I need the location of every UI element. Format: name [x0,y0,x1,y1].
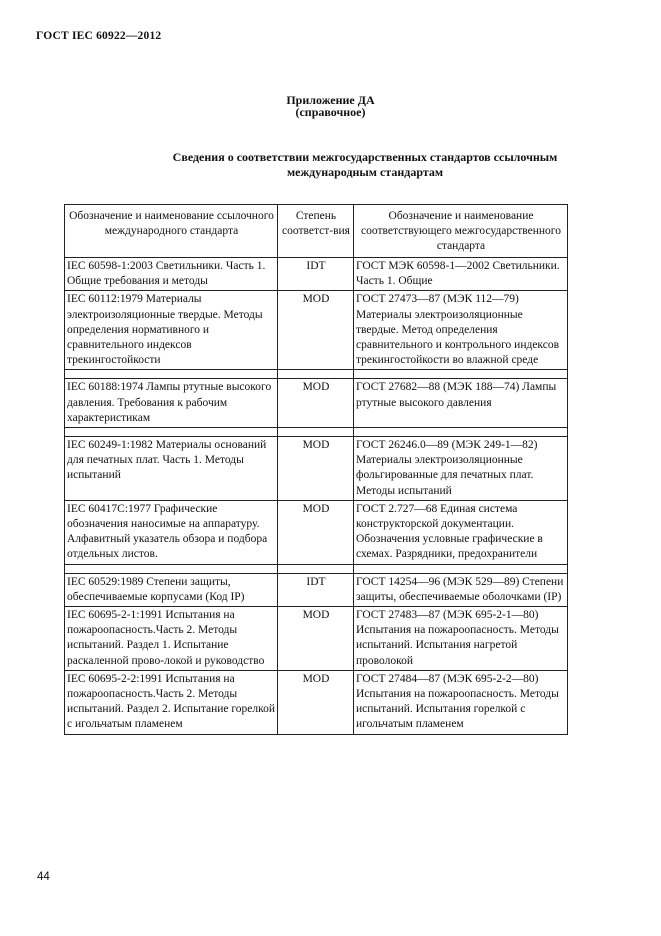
appendix-subtitle: (справочное) [295,105,366,119]
cell-degree: MOD [278,379,354,428]
cell-gost-standard: ГОСТ 27473—87 (МЭК 112—79) Материалы электроизоляционные твердые. Метод определения сравнительного и контрольного индексов трекингостойкости во влажной среде [354,291,568,370]
table-header-row [65,205,568,258]
table-row [65,258,568,291]
cell-gost-standard: ГОСТ 27483—87 (МЭК 695-2-1—80) Испытания на пожароопасность. Методы испытаний. Испытания нагретой проволокой [354,607,568,671]
table-row [65,670,568,734]
document-code-header: ГОСТ IEC 60922—2012 [36,30,162,42]
cell-degree: MOD [278,500,354,564]
cell-intl-standard: IEC 60188:1974 Лампы ртутные высокого давления. Требования к рабочим характеристикам [65,379,278,428]
cell-degree: MOD [278,437,354,501]
cell-intl-standard: IEC 60249-1:1982 Материалы оснований для печатных плат. Часть 1. Методы испытаний [65,437,278,501]
cell-gost-standard: ГОСТ МЭК 60598-1—2002 Светильники. Часть 1. Общие [354,258,568,291]
row-spacer [65,564,568,573]
table-row [65,437,568,501]
column-header-degree: Степень соответст-вия [278,205,354,258]
cell-degree: IDT [278,573,354,606]
caption-line-1: Сведения о соответствии межгосударственных стандартов ссылочным [172,150,558,164]
page-number: 44 [37,871,50,883]
cell-gost-standard: ГОСТ 27484—87 (МЭК 695-2-2—80) Испытания на пожароопасность. Методы испытаний. Испытания горелкой с игольчатым пламенем [354,670,568,734]
table-row [65,573,568,606]
correspondence-table [64,204,568,735]
table-row [65,500,568,564]
cell-degree: MOD [278,607,354,671]
cell-degree: MOD [278,670,354,734]
appendix-title: Приложение ДА [286,93,375,107]
cell-degree: IDT [278,258,354,291]
table-row [65,607,568,671]
cell-degree: MOD [278,291,354,370]
cell-gost-standard: ГОСТ 2.727—68 Единая система конструкторской документации. Обозначения условные графические в схемах. Разрядники, предохранители [354,500,568,564]
cell-intl-standard: IEC 60112:1979 Материалы электроизоляционные твердые. Методы определения нормативного и сравнительного индексов трекингостойкости [65,291,278,370]
cell-intl-standard: IEC 60695-2-2:1991 Испытания на пожароопасность.Часть 2. Методы испытаний. Раздел 2. Испытание горелкой с игольчатым пламенем [65,670,278,734]
cell-intl-standard: IEC 60695-2-1:1991 Испытания на пожароопасность.Часть 2. Методы испытаний. Раздел 1. Испытание раскаленной прово-локой и руководство [65,607,278,671]
caption-line-2: международным стандартам [286,165,444,179]
cell-gost-standard: ГОСТ 26246.0—89 (МЭК 249-1—82) Материалы электроизоляционные фольгированные для печатных плат. Методы испытаний [354,437,568,501]
cell-gost-standard: ГОСТ 27682—88 (МЭК 188—74) Лампы ртутные высокого давления [354,379,568,428]
column-header-interstate: Обозначение и наименование соответствующего межгосударственного стандарта [354,205,568,258]
column-header-international: Обозначение и наименование ссылочного международного стандарта [65,205,278,258]
row-spacer [65,428,568,437]
cell-intl-standard: IEC 60598-1:2003 Светильники. Часть 1. Общие требования и методы [65,258,278,291]
table-row [65,379,568,428]
cell-intl-standard: IEC 60417C:1977 Графические обозначения наносимые на аппаратуру. Алфавитный указатель обзора и подбора отдельных листов. [65,500,278,564]
table-caption [130,150,600,180]
cell-intl-standard: IEC 60529:1989 Степени защиты, обеспечиваемые корпусами (Код IP) [65,573,278,606]
row-spacer [65,370,568,379]
table-row [65,291,568,370]
cell-gost-standard: ГОСТ 14254—96 (МЭК 529—89) Степени защиты, обеспечиваемые оболочками (IP) [354,573,568,606]
